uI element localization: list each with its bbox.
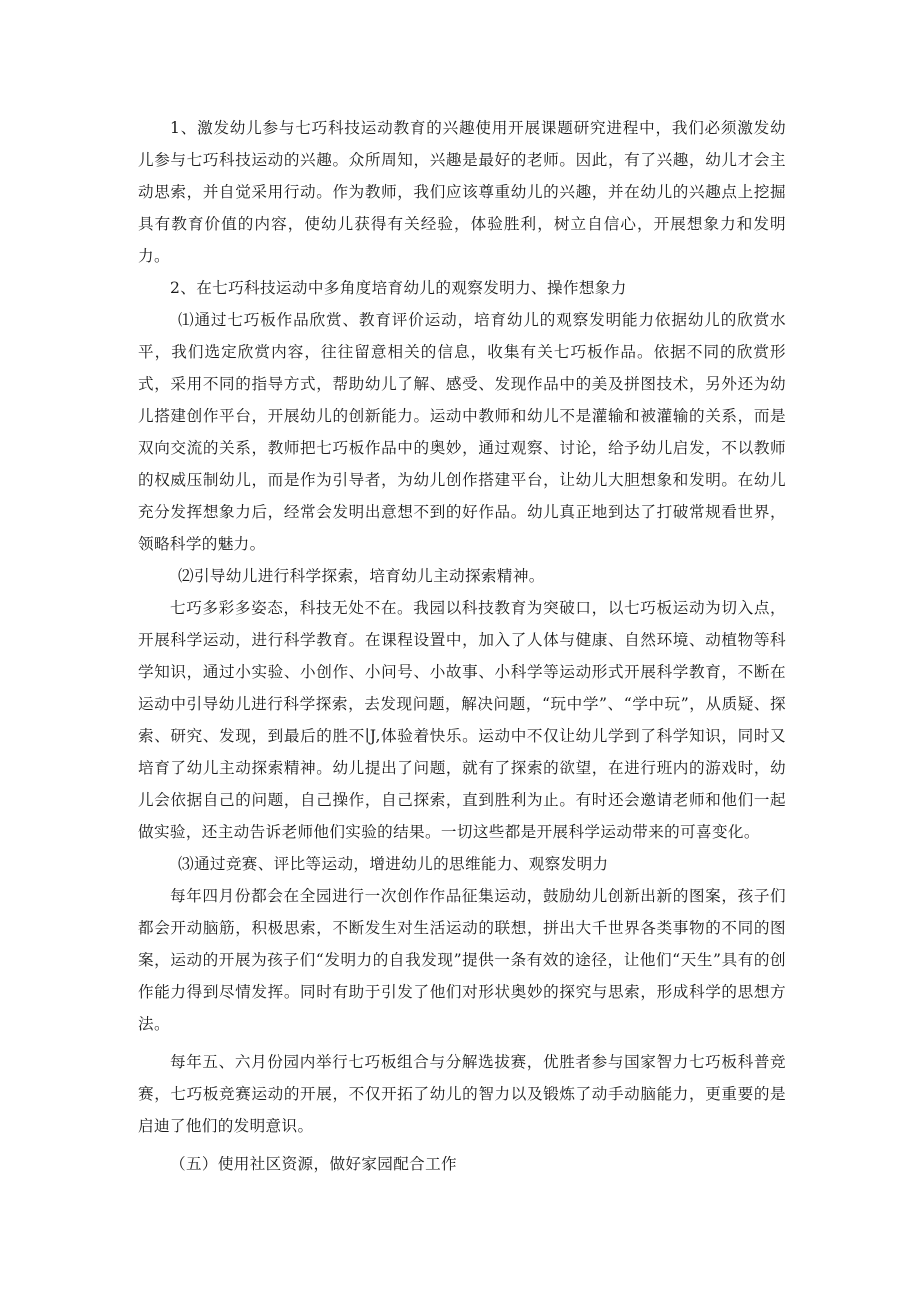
heading-exploration: ⑵引导幼儿进行科学探索，培育幼儿主动探索精神。 [178, 567, 545, 585]
paragraph-may-june-contest: 每年五、六月份园内举行七巧板组合与分解选拔赛，优胜者参与国家智力七巧板科普竞赛，七巧板竞赛运动的开展，不仅开拓了幼儿的智力以及锻炼了动手动脑能力，更重要的是启迪了他们的发明意识。 [138, 1053, 786, 1135]
paragraph-april-contest: 每年四月份都会在全园进行一次创作作品征集运动，鼓励幼儿创新出新的图案，孩子们都会开动脑筋，积极思索，不断发生对生活运动的联想，拼出大千世界各类事物的不同的图案，运动的开展为孩子们“发明力的自我发现”提供一条有效的途径，让他们“天生”具有的创作能力得到尽情发挥。同时有助于引发了他们对形状奥妙的探究与思索，形成科学的思想方法。 [138, 887, 786, 1033]
paragraph-interest: 1、激发幼儿参与七巧科技运动教育的兴趣使用开展课题研究进程中，我们必须激发幼儿参与七巧科技运动的兴趣。众所周知，兴趣是最好的老师。因此，有了兴趣，幼儿才会主动思索，并自觉采用行动。作为教师，我们应该尊重幼儿的兴趣，并在幼儿的兴趣点上挖掘具有教育价值的内容，使幼儿获得有关经验，体验胜利，树立自信心，开展想象力和发明力。 [138, 119, 786, 265]
paragraph-exploration: 七巧多彩多姿态，科技无处不在。我园以科技教育为突破口，以七巧板运动为切入点，开展科学运动，进行科学教育。在课程设置中，加入了人体与健康、自然环境、动植物等科学知识，通过小实验、小创作、小问号、小故事、小科学等运动形式开展科学教育，不断在运动中引导幼儿进行科学探索，去发现问题，解决问题，“玩中学”、“学中玩”，从质疑、探索、研究、发现，到最后的胜不∣J,体验着快乐。运动中不仅让幼儿学到了科学知识，同时又培育了幼儿主动探索精神。幼儿提出了问题，就有了探索的欲望，在进行班内的游戏时，幼儿会依据自己的问题，自己操作，自己探索，直到胜利为止。有时还会邀请老师和他们一起做实验，还主动告诉老师他们实验的结果。一切这些都是开展科学运动带来的可喜变化。 [138, 599, 786, 841]
paragraph-appreciation: ⑴通过七巧板作品欣赏、教育评价运动，培育幼儿的观察发明能力依据幼儿的欣赏水平，我们选定欣赏内容，往往留意相关的信息，收集有关七巧板作品。依据不同的欣赏形式，采用不同的指导方式，帮助幼儿了解、感受、发现作品中的美及拼图技术，另外还为幼儿搭建创作平台，开展幼儿的创新能力。运动中教师和幼儿不是灌输和被灌输的关系，而是双向交流的关系，教师把七巧板作品中的奥妙，通过观察、讨论，给予幼儿启发，不以教师的权威压制幼儿，而是作为引导者，为幼儿创作搭建平台，让幼儿大胆想象和发明。在幼儿充分发挥想象力后，经常会发明出意想不到的好作品。幼儿真正地到达了打破常规看世界，领略科学的魅力。 [138, 311, 786, 553]
heading-competition: ⑶通过竞赛、评比等运动，增进幼儿的思维能力、观察发明力 [178, 855, 609, 873]
document-body [138, 112, 786, 1180]
heading-community: （五）使用社区资源，做好家园配合工作 [170, 1155, 457, 1173]
heading-observation: 2、在七巧科技运动中多角度培育幼儿的观察发明力、操作想象力 [170, 279, 627, 297]
